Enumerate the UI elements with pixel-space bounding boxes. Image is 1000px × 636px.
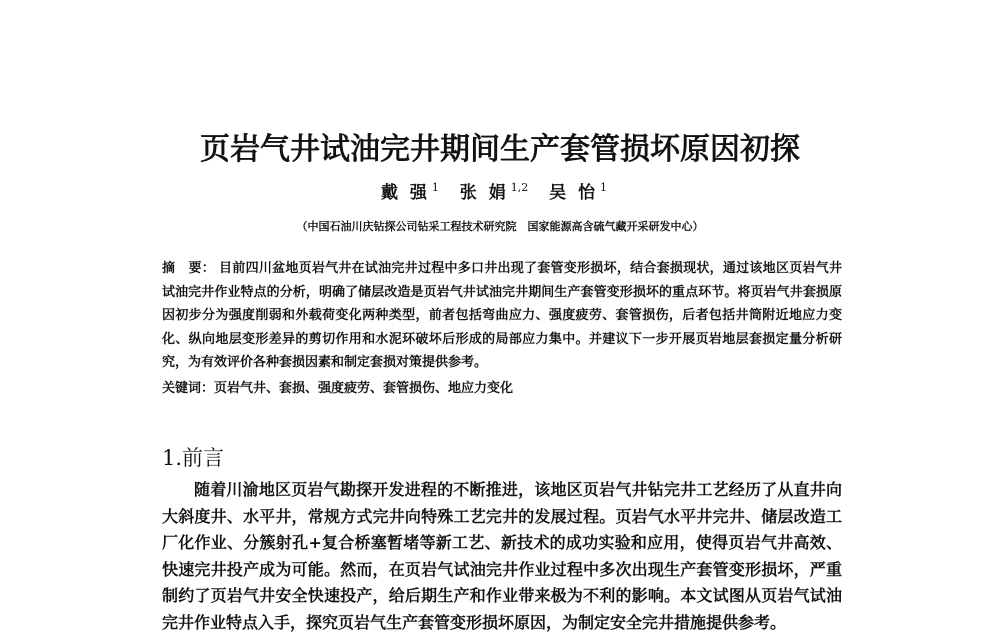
author-name: 张 娟 <box>459 183 509 203</box>
author-affiliation-mark: 1 <box>431 181 439 195</box>
affiliation: （中国石油川庆钻探公司钻采工程技术研究院 国家能源高含硫气藏开采研发中心） <box>296 220 704 233</box>
keywords-text: 页岩气井、套损、强度疲劳、套管损伤、地应力变化 <box>214 381 514 396</box>
author-affiliation-mark: 1 <box>600 181 608 195</box>
section-paragraph: 随着川渝地区页岩气勘探开发进程的不断推进，该地区页岩气井钻完井工艺经历了从直井向大斜度井、水平井，常规方式完井向特殊工艺完井的发展过程。页岩气水平井完井、储层改造工厂化作业、分簇射孔+复合桥塞暂堵等新工艺、新技术的成功实验和应用，使得页岩气井高效、快速完井投产成为可能。然而，在页岩气试油完井作业过程中多次出现生产套管变形损坏，严重制约了页岩气井安全快速投产，给后期生产和作业带来极为不利的影响。本文试图从页岩气试油完井作业特点入手，探究页岩气生产套管变形损坏原因，为制定安全完井措施提供参考。 <box>162 480 842 632</box>
abstract <box>162 257 842 375</box>
keywords-label: 关键词： <box>162 381 215 396</box>
paper-title: 页岩气井试油完井期间生产套管损坏原因初探 <box>200 132 800 167</box>
author-name: 戴 强 <box>380 183 430 203</box>
keywords <box>162 377 842 400</box>
author-affiliation-mark: 1,2 <box>510 181 529 195</box>
abstract-label: 摘 要： <box>162 261 216 276</box>
author-list <box>0 178 1000 203</box>
section-heading: 1.前言 <box>162 446 225 470</box>
abstract-text: 目前四川盆地页岩气井在试油完井过程中多口井出现了套管变形损坏，结合套损现状，通过该地区页岩气井试油完井作业特点的分析，明确了储层改造是页岩气井试油完井期间生产套管变形损坏的重点环节。将页岩气井套损原因初步分为强度削弱和外载荷变化两种类型，前者包括弯曲应力、强度疲劳、套管损伤，后者包括井筒附近地应力变化、纵向地层变形差异的剪切作用和水泥环破坏后形成的局部应力集中。并建议下一步开展页岩地层套损定量分析研究，为有效评价各种套损因素和制定套损对策提供参考。 <box>162 261 842 370</box>
author-name: 吴 怡 <box>549 183 599 203</box>
